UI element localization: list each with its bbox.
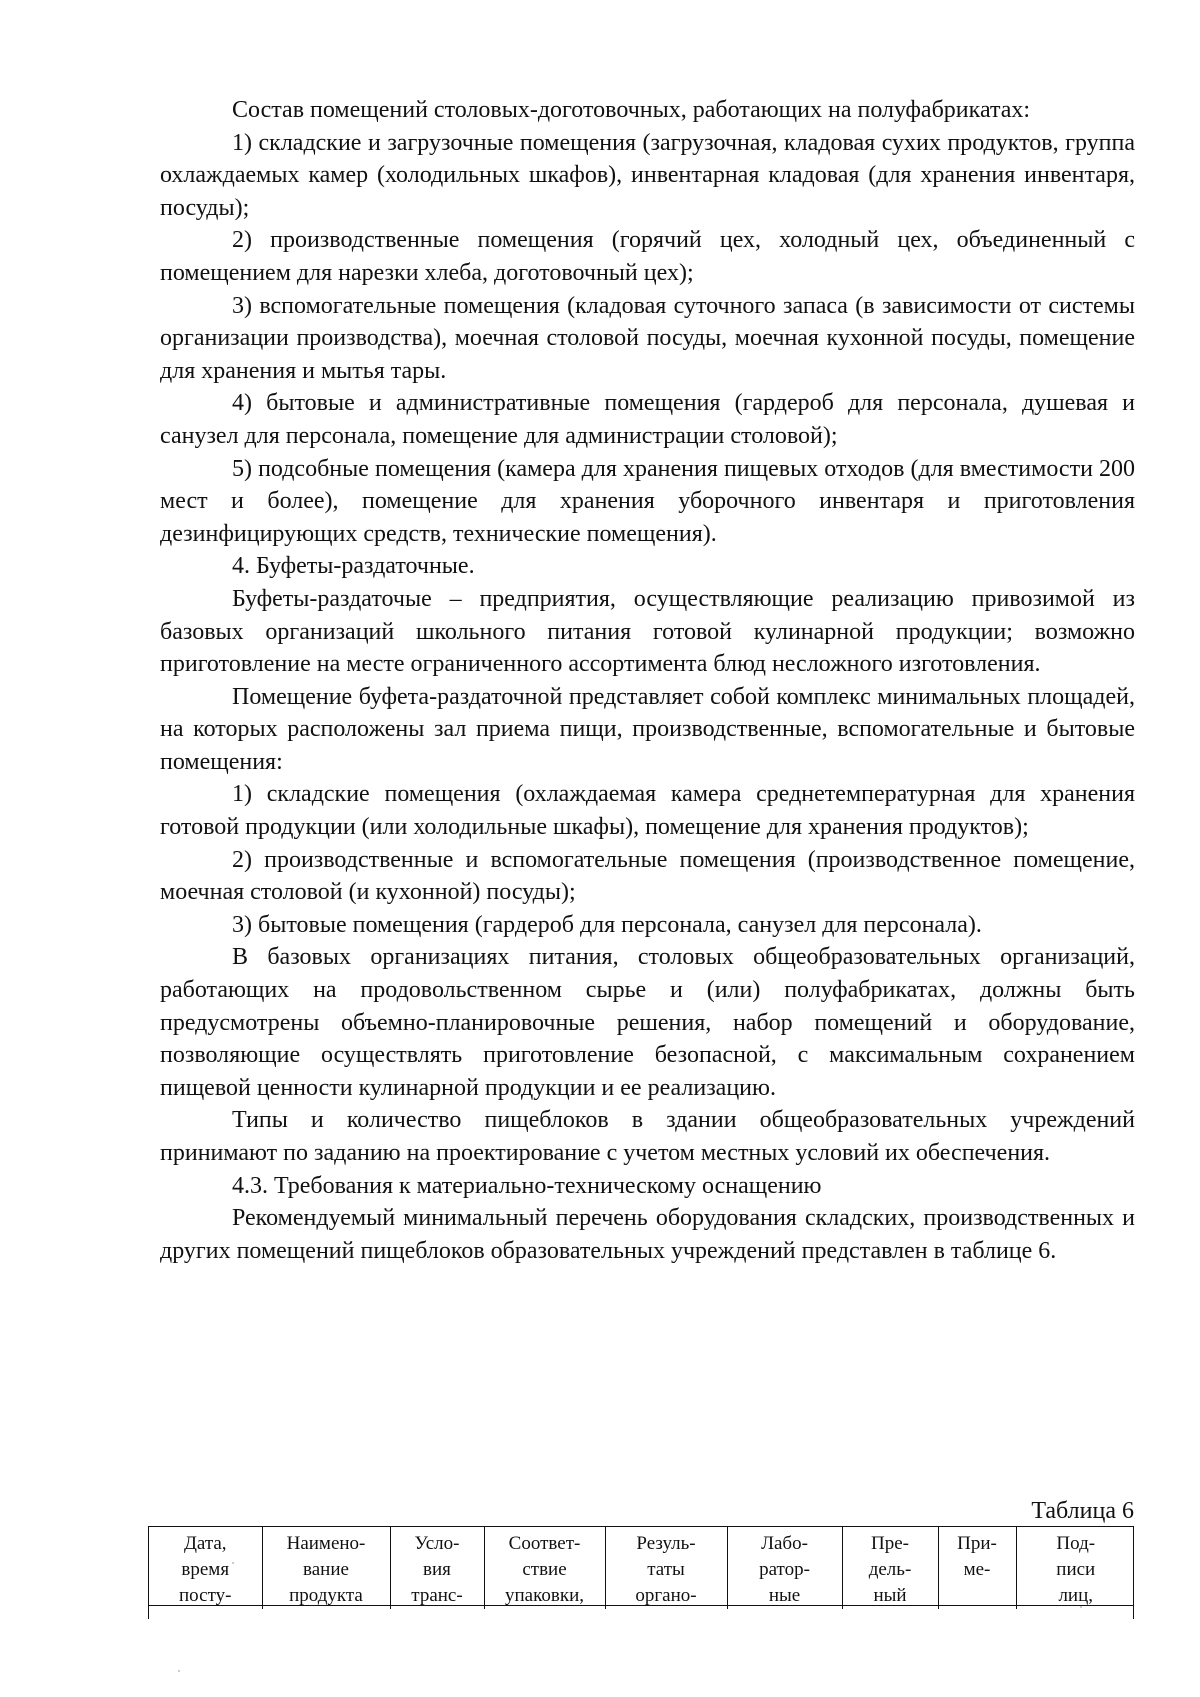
table-header-cell-notes [938,1527,1016,1609]
table-6 [148,1526,1134,1619]
table-divider-line [149,1605,1133,1606]
header-line: транс- [411,1585,463,1606]
paragraph-buffet-storage: 1) складские помещения (охлаждаемая камера среднетемпературная для хранения готовой продукции (или холодильные шкафы), помещение для хранения продуктов); [160,781,1135,841]
header-line: При- [957,1533,997,1554]
header-line: продукта [289,1585,363,1606]
paragraph-auxiliary-rooms: 3) вспомогательные помещения (кладовая суточного запаса (в зависимости от системы организации производства), моечная столовой посуды, моечная кухонной посуды, помещение для хранения и мытья тары. [160,292,1135,384]
table-header-cell-organoleptic-results [605,1527,727,1609]
header-line: таты [647,1559,685,1580]
paragraph-utility-rooms: 5) подсобные помещения (камера для хранения пищевых отходов (для вместимости 200 мест и более), помещение для хранения уборочного инвентаря и приготовления дезинфицирующих средств, технические помещения). [160,455,1135,547]
paragraph-composition-heading: Состав помещений столовых-доготовочных, работающих на полуфабрикатах: [232,97,1031,123]
paragraph-equipment-list: Рекомендуемый минимальный перечень оборудования складских, производственных и других помещений пищеблоков образовательных учреждений представлен в таблице 6. [160,1205,1135,1264]
table-header-cell-deadline [842,1527,938,1609]
header-line: ные [768,1585,801,1606]
header-line: органо- [635,1585,697,1606]
document-body [160,94,1135,1267]
scan-speck [1080,1606,1082,1608]
paragraph-storage-rooms: 1) складские и загрузочные помещения (загрузочная, кладовая сухих продуктов, группа охлаждаемых камер (холодильных шкафов), инвентарная кладовая (для хранения инвентаря, посуды); [160,129,1135,221]
header-line: дель- [868,1559,912,1580]
paragraph-admin-rooms: 4) бытовые и административные помещения (гардероб для персонала, душевая и санузел для персонала, помещение для администрации столовой); [160,390,1135,449]
header-line: Пре- [871,1533,909,1554]
table-header-cell-laboratory [727,1527,842,1609]
table-header-cell-transport-conditions [390,1527,484,1609]
table-caption: Таблица 6 [1031,1498,1134,1524]
paragraph-buffet-household: 3) бытовые помещения (гардероб для персонала, санузел для персонала). [232,911,982,938]
table-header-cell-packaging-compliance [484,1527,605,1609]
header-line: ратор- [759,1559,810,1580]
header-line: Лабо- [761,1533,808,1554]
header-line: время [181,1559,230,1580]
paragraph-buffet-production: 2) производственные и вспомогательные помещения (производственное помещение, моечная столовой (и кухонной) посуды); [160,846,1135,906]
header-line: Соответ- [508,1533,581,1554]
header-line: упаковки, [505,1585,584,1606]
section-heading-equipment: 4.3. Требования к материально-техническому оснащению [232,1172,822,1199]
header-line: ный [873,1585,907,1606]
header-line: Наимено- [286,1533,366,1554]
paragraph-buffets-definition: Буфеты-раздаточые – предприятия, осуществляющие реализацию привозимой из базовых организаций школьного питания готовой кулинарной продукции; возможно приготовление на месте ограниченного ассортимента блюд несложного изготовления. [160,585,1135,678]
header-line: посту- [179,1585,232,1606]
paragraph-production-rooms: 2) производственные помещения (горячий цех, холодный цех, объединенный с помещением для нарезки хлеба, доготовочный цех); [160,227,1135,286]
header-line: Усло- [414,1533,460,1554]
header-line: Под- [1056,1533,1096,1554]
header-line: лиц, [1058,1585,1094,1606]
scan-speck [232,1562,234,1564]
paragraph-buffet-premises: Помещение буфета-раздаточной представляет собой комплекс минимальных площадей, на которых расположены зал приема пищи, производственные, вспомогательные и бытовые помещения: [160,683,1135,775]
header-line: Дата, [183,1533,227,1554]
header-line: Резуль- [636,1533,696,1554]
paragraph-food-units-types: Типы и количество пищеблоков в здании общеобразовательных учреждений принимают по заданию на проектирование с учетом местных условий их обеспечения. [160,1107,1135,1166]
header-line: вия [423,1559,451,1580]
header-line: ме- [963,1559,991,1580]
table-header-cell-signatures [1016,1527,1134,1609]
table-header-cell-product-name [262,1527,390,1609]
table-header-cell-date [149,1527,262,1609]
header-line: писи [1056,1559,1096,1580]
scan-speck [178,1670,180,1672]
header-line: ствие [522,1559,567,1580]
paragraph-base-organizations: В базовых организациях питания, столовых общеобразовательных организаций, работающих на продовольственном сырье и (или) полуфабрикатах, должны быть предусмотрены объемно-планировочные решения, набор помещений и оборудование, позволяющие осуществлять приготовление безопасной, с максимальным сохранением пищевой ценности кулинарной продукции и ее реализацию. [160,944,1135,1101]
section-heading-buffets: 4. Буфеты-раздаточные. [232,553,475,580]
header-line: вание [303,1559,349,1580]
